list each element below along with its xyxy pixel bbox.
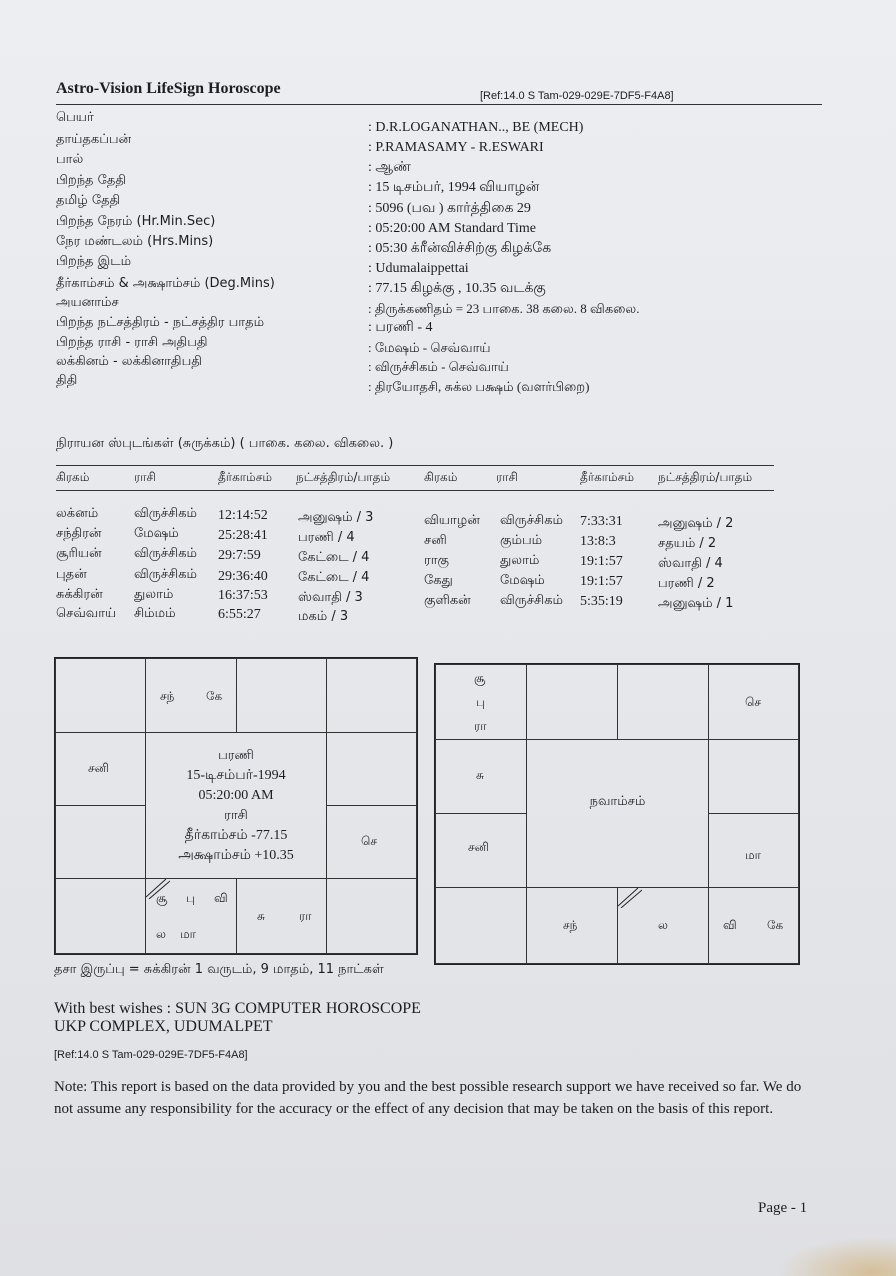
planet-mercury: பு bbox=[476, 695, 485, 709]
cell-rasi: சிம்மம் bbox=[134, 606, 176, 621]
th-longitude-2: தீர்காம்சம் bbox=[580, 470, 634, 484]
cell-star: அனுஷம் / 2 bbox=[658, 516, 734, 531]
planet-jupiter: வி bbox=[214, 891, 228, 905]
header-divider bbox=[56, 104, 822, 105]
cell-longitude: 25:28:41 bbox=[218, 528, 268, 543]
th-longitude-1: தீர்காம்சம் bbox=[218, 470, 272, 484]
house-kanya bbox=[326, 878, 417, 954]
table-top-line bbox=[56, 465, 774, 466]
cell-planet: சந்திரன் bbox=[56, 526, 102, 541]
navamsa-center-label: நவாம்சம் bbox=[589, 794, 646, 809]
house-mesha bbox=[145, 658, 237, 733]
center-time: 05:20:00 AM bbox=[198, 788, 274, 803]
info-label-name: பெயர் bbox=[56, 110, 94, 125]
cell-longitude: 29:36:40 bbox=[218, 569, 268, 584]
info-value-ayanamsa: : திருக்கணிதம் = 23 பாகை. 38 கலை. 8 விகலை. bbox=[368, 301, 640, 316]
cell-planet: சுக்கிரன் bbox=[56, 587, 103, 602]
rasi-chart bbox=[54, 657, 418, 955]
house-thula bbox=[617, 887, 709, 964]
info-label-place: பிறந்த இடம் bbox=[56, 254, 132, 269]
house-vrischika bbox=[145, 878, 237, 954]
house-kumbha bbox=[435, 739, 527, 814]
cell-rasi: விருச்சிகம் bbox=[134, 546, 197, 561]
planet-saturn: சனி bbox=[468, 840, 489, 854]
cell-star: அனுஷம் / 3 bbox=[298, 510, 374, 525]
cell-star: மகம் / 3 bbox=[298, 609, 349, 624]
cell-rasi: மேஷம் bbox=[500, 573, 545, 588]
footer-address: UKP COMPLEX, UDUMALPET bbox=[54, 1018, 273, 1035]
planet-mars: செ bbox=[361, 834, 377, 848]
planet-mars: செ bbox=[745, 695, 761, 709]
info-label-ayanamsa: அயனாம்ச bbox=[56, 295, 119, 310]
house-kanya bbox=[708, 887, 799, 964]
page-number: Page - 1 bbox=[758, 1200, 808, 1216]
info-value-lagna: : விருச்சிகம் - செவ்வாய் bbox=[368, 359, 509, 374]
cell-star: அனுஷம் / 1 bbox=[658, 596, 734, 611]
cell-longitude: 6:55:27 bbox=[218, 607, 261, 622]
info-label-birth-time: பிறந்த நேரம் (Hr.Min.Sec) bbox=[56, 214, 216, 229]
th-rasi-1: ராசி bbox=[134, 470, 156, 484]
house-thula bbox=[236, 878, 327, 954]
cell-planet: புதன் bbox=[56, 567, 87, 582]
planet-jupiter: வி bbox=[723, 918, 737, 932]
info-value-tamil-date: : 5096 (பவ ) கார்த்திகை 29 bbox=[368, 201, 531, 216]
info-value-timezone: : 05:30 க்ரீன்விச்சிற்கு கிழக்கே bbox=[368, 241, 552, 256]
cell-star: ஸ்வாதி / 3 bbox=[298, 590, 363, 605]
house-meena bbox=[55, 658, 146, 733]
cell-longitude: 19:1:57 bbox=[580, 574, 623, 589]
house-kumbha bbox=[55, 732, 146, 806]
cell-star: ஸ்வாதி / 4 bbox=[658, 556, 723, 571]
house-meena bbox=[435, 664, 527, 740]
info-label-timezone: நேர மண்டலம் (Hrs.Mins) bbox=[56, 234, 214, 249]
house-mesha bbox=[526, 664, 618, 740]
info-label-tithi: திதி bbox=[56, 373, 78, 388]
info-value-tithi: : திரயோதசி, சுக்ல பக்ஷம் (வளர்பிறை) bbox=[368, 379, 590, 394]
cell-longitude: 19:1:57 bbox=[580, 554, 623, 569]
house-rishaba bbox=[236, 658, 327, 733]
planet-saturn: சனி bbox=[88, 761, 109, 775]
cell-longitude: 12:14:52 bbox=[218, 508, 268, 523]
planet-rahu: ரா bbox=[474, 719, 487, 733]
house-kataka bbox=[708, 739, 799, 814]
navamsa-chart bbox=[434, 663, 800, 965]
planet-venus: சு bbox=[257, 909, 265, 923]
house-mithuna bbox=[708, 664, 799, 740]
house-kataka bbox=[326, 732, 417, 806]
cell-star: பரணி / 2 bbox=[658, 576, 715, 591]
th-planet-2: கிரகம் bbox=[424, 470, 458, 484]
paper-stain bbox=[776, 1236, 896, 1276]
center-longitude: தீர்காம்சம் -77.15 bbox=[184, 828, 288, 843]
info-value-name: : D.R.LOGANATHAN.., BE (MECH) bbox=[368, 120, 584, 135]
info-value-star: : பரணி - 4 bbox=[368, 320, 433, 335]
cell-longitude: 7:33:31 bbox=[580, 514, 623, 529]
cell-longitude: 13:8:3 bbox=[580, 534, 616, 549]
info-label-star: பிறந்த நட்சத்திரம் - நட்சத்திர பாதம் bbox=[56, 315, 265, 330]
planet-mercury: பு bbox=[186, 891, 195, 905]
report-title: Astro-Vision LifeSign Horoscope bbox=[56, 80, 281, 97]
cell-star: கேட்டை / 4 bbox=[298, 550, 370, 565]
cell-rasi: கும்பம் bbox=[500, 533, 543, 548]
cell-planet: குளிகன் bbox=[424, 593, 471, 608]
planet-ketu: கே bbox=[767, 918, 784, 932]
info-value-dob: : 15 டிசம்பர், 1994 வியாழன் bbox=[368, 180, 540, 195]
house-dhanus bbox=[55, 878, 146, 954]
cell-rasi: விருச்சிகம் bbox=[500, 513, 563, 528]
cell-planet: லக்னம் bbox=[56, 506, 99, 521]
planet-sun: சூ bbox=[474, 671, 486, 685]
planet-moon: சந் bbox=[160, 689, 175, 703]
cell-star: கேட்டை / 4 bbox=[298, 570, 370, 585]
cell-rasi: விருச்சிகம் bbox=[134, 567, 197, 582]
house-makara bbox=[435, 813, 527, 888]
table-header-line bbox=[56, 490, 774, 491]
cell-planet: கேது bbox=[424, 573, 453, 588]
info-label-rasi: பிறந்த ராசி - ராசி அதிபதி bbox=[56, 335, 208, 350]
cell-star: பரணி / 4 bbox=[298, 530, 355, 545]
cell-rasi: விருச்சிகம் bbox=[500, 593, 563, 608]
info-value-parents: : P.RAMASAMY - R.ESWARI bbox=[368, 140, 544, 155]
info-label-dob: பிறந்த தேதி bbox=[56, 173, 126, 188]
cell-planet: செவ்வாய் bbox=[56, 606, 117, 621]
cell-rasi: துலாம் bbox=[500, 553, 540, 568]
rasi-center-info bbox=[146, 746, 326, 866]
info-value-coordinates: : 77.15 கிழக்கு , 10.35 வடக்கு bbox=[368, 281, 546, 296]
info-label-lagna: லக்கினம் - லக்கினாதிபதி bbox=[56, 354, 202, 369]
planet-rahu: ரா bbox=[299, 909, 312, 923]
disclaimer-note: Note: This report is based on the data provided by you and the best possible research support we have received so far. We do not assume any responsibility for the accuracy or the effect of any decision that may be taken on the basis of this report. bbox=[54, 1079, 802, 1117]
th-star-1: நட்சத்திரம்/பாதம் bbox=[296, 470, 391, 484]
cell-longitude: 16:37:53 bbox=[218, 588, 268, 603]
planet-mandi: மா bbox=[745, 848, 761, 862]
center-latitude: அக்ஷாம்சம் +10.35 bbox=[178, 848, 294, 863]
lagna-marker-icon bbox=[618, 888, 642, 908]
th-star-2: நட்சத்திரம்/பாதம் bbox=[658, 470, 753, 484]
center-chart-label: ராசி bbox=[224, 808, 248, 823]
cell-planet: சனி bbox=[424, 533, 447, 548]
planet-venus: சு bbox=[476, 768, 484, 782]
cell-rasi: துலாம் bbox=[134, 587, 174, 602]
house-rishaba bbox=[617, 664, 709, 740]
info-value-rasi: : மேஷம் - செவ்வாய் bbox=[368, 340, 491, 355]
positions-title: நிராயன ஸ்புடங்கள் (சுருக்கம்) ( பாகை. கலை. விகலை. ) bbox=[56, 436, 394, 451]
cell-longitude: 5:35:19 bbox=[580, 594, 623, 609]
info-label-coordinates: தீர்காம்சம் & அக்ஷாம்சம் (Deg.Mins) bbox=[56, 276, 275, 291]
cell-star: சதயம் / 2 bbox=[658, 536, 717, 551]
center-date: 15-டிசம்பர்-1994 bbox=[186, 768, 286, 783]
info-value-place: : Udumalaippettai bbox=[368, 261, 469, 276]
planet-mandi: மா bbox=[180, 927, 196, 941]
lagna-label: ல bbox=[156, 927, 166, 941]
cell-rasi: விருச்சிகம் bbox=[134, 506, 197, 521]
house-dhanus bbox=[435, 887, 527, 964]
planet-moon: சந் bbox=[563, 918, 578, 932]
cell-longitude: 29:7:59 bbox=[218, 548, 261, 563]
info-label-parents: தாய்தகப்பன் bbox=[56, 132, 132, 147]
cell-planet: ராகு bbox=[424, 553, 449, 568]
report-ref: [Ref:14.0 S Tam-029-029E-7DF5-F4A8] bbox=[480, 90, 674, 102]
lagna-label: ல bbox=[658, 918, 668, 932]
footer-ref: [Ref:14.0 S Tam-029-029E-7DF5-F4A8] bbox=[54, 1049, 248, 1061]
cell-planet: சூரியன் bbox=[56, 546, 102, 561]
info-label-gender: பால் bbox=[56, 152, 84, 167]
house-vrischika bbox=[526, 887, 618, 964]
center-star: பரணி bbox=[218, 748, 254, 763]
info-value-gender: : ஆண் bbox=[368, 160, 411, 175]
info-label-tamil-date: தமிழ் தேதி bbox=[56, 193, 121, 208]
cell-rasi: மேஷம் bbox=[134, 526, 179, 541]
info-value-birth-time: : 05:20:00 AM Standard Time bbox=[368, 221, 537, 236]
house-simha bbox=[708, 813, 799, 888]
house-makara bbox=[55, 805, 146, 879]
dasa-balance: தசா இருப்பு = சுக்கிரன் 1 வருடம், 9 மாதம், 11 நாட்கள் bbox=[54, 962, 384, 977]
planet-sun: சூ bbox=[156, 891, 168, 905]
th-planet-1: கிரகம் bbox=[56, 470, 90, 484]
planet-ketu: கே bbox=[206, 689, 223, 703]
cell-planet: வியாழன் bbox=[424, 513, 480, 528]
house-simha bbox=[326, 805, 417, 879]
th-rasi-2: ராசி bbox=[496, 470, 518, 484]
footer-wishes: With best wishes : SUN 3G COMPUTER HOROSCOPE bbox=[54, 1000, 421, 1017]
house-mithuna bbox=[326, 658, 417, 733]
